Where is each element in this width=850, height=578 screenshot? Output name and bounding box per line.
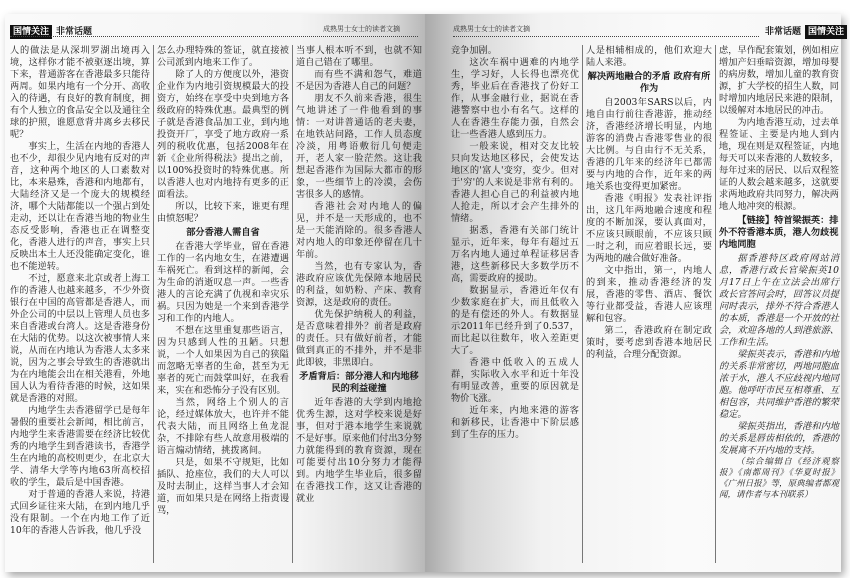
paragraph: 虑，早作配套策划，例如相应增加产妇垂暗资源，增加母婴的病房数，增加儿童的教育资源，扩大学校的招生人数，同时增加内地居民来港的限制，以缓解对本地居民的冲击。: [719, 45, 839, 116]
column-rule: [715, 45, 716, 563]
column-rule: [582, 45, 583, 563]
paragraph: 事实上，生活在内地的香港人也不少，却很少见内地有反对的声音，这种两个地区的人口素数对比，本来悬殊，香港和内地都有，大陆经济又是一个庞大的规模经济，哪个大陆都能以一个强占到处走动，还以让在香港当地的物业生态反受影响，香港也正在调整变化，香港人进行的声音，事实上只反映出本土人还没能确定变化，谁也不能逆转。: [10, 141, 150, 272]
paragraph: 人的做法是从深圳罗湖出境再入境，这样你才能不被驱逐出境，算下来，普通游客在香港最多只能待两周。如果内地有一个分开、高收入的待遇，有良好的教育制度，拥有个人独立的食品安全以及通往全球的护照，谁愿意背井离乡去移民呢？: [10, 45, 150, 140]
right-column-2: [586, 45, 712, 361]
paragraph: 怎么办理特殊的签证，就直接被公司派到内地来工作了。: [157, 45, 289, 68]
section-tag: 国情关注: [805, 25, 847, 39]
column-rule: [292, 45, 293, 563]
paragraph: 朋友不久前来香港，很生气地讲述了一件他看到的事情：一对讲普通话的老夫妻，在地铁站问路，工作人员态度冷淡，用粤语敷衍几句便走开，老人家一脸茫然。这让我想起香港作为国际大都市的形象，一些细节上的冷漠，会伤害很多人的感情。: [296, 93, 422, 200]
paragraph: 当事人根本听不到，也就不知道自己错在了哪里。: [296, 45, 422, 68]
paragraph: 香港《明报》发表社评指出，这几年两地融合速度和程度的不断加深，要认真面对，不应该只顾眼前，不应该只顾一时之利，而应着眼长远，要为两地的融合做好准备。: [586, 193, 712, 264]
paragraph: 第二，香港政府在制定政策时，要考虑到香港本地居民的利益，合理分配资源。: [586, 325, 712, 360]
section-heading: 矛盾背后：部分港人和内地移民的利益碰撞: [299, 371, 419, 394]
paragraph: 数据显示，香港近年仅有少数家庭在扩大，而且低收入的是有偿还的外人。有数据显示2011年已经升到了0.537，而比起以往数年，收入差距更大了。: [451, 285, 579, 356]
paragraph: 梁振英指出，香港和内地的关系是唇齿相依的，香港的发展离不开内地的支持。: [719, 421, 839, 456]
section-topic: 非常话题: [765, 27, 802, 37]
paragraph: 优先保护纳税人的利益，是否意味着排外？前者是政府的责任。只有做好前者，才能做到真正的不排外，并不是非此即彼，非黑即白。: [296, 309, 422, 368]
left-page: [5, 14, 425, 572]
paragraph: 在香港大学毕业，留在香港工作的一名内地女生，在港遭遇车祸死亡。看到这样的新闻，会为生命的消逝叹息一声。一些香港人的言论充满了仇视和幸灾乐祸。只因为她是一个来到香港学习和工作的内地人。: [157, 241, 289, 324]
left-column-1: [10, 45, 150, 537]
section-heading: 解决两地融合的矛盾 政府有所作为: [587, 71, 711, 94]
paragraph: 梁振英表示，香港和内地的关系非常密切，两地同胞血浓于水，港人不应歧视内地同胞。他呼吁市民互相尊重、互相包容，共同维护香港的繁荣稳定。: [719, 349, 839, 420]
paragraph: 近年香港的大学到内地抢优秀生源，这对学校来说是好事，但对于港本地学生来说就不是好事。原来他们付出3分努力就能得到的教育资源，现在可能要付出10分努力才能得到。内地学生毕业后，很多留在香港找工作，这又让香港的就业: [296, 397, 422, 504]
paragraph: 所以，比较下来，谁更有理由愤怒呢？: [157, 201, 289, 224]
paragraph: 这次车祸中遇难的内地学生，学习好，人长得也漂亮优秀，毕业后在香港找了份好工作，从事金融行业，据说在香港警察中也小有名气。这样的人在香港生存能力强，自然会让一些香港人感到压力。: [451, 57, 579, 140]
paragraph: 对于普通的香港人来说，持港式回乡证往来大陆，在到内地几乎没有限制。一个在内地工作了近10年的香港人告诉我，他几乎没: [10, 489, 150, 536]
section-heading: 部分香港人需自省: [186, 227, 260, 238]
header-divider: [453, 36, 759, 37]
paragraph: 当然，网络上个别人的言论，经过媒体放大，也许并不能代表大陆，而且网络上鱼龙混杂，不排除有些人故意用极端的语言煽动情绪，挑拨离间。: [157, 397, 289, 456]
paragraph: 文中指出，第一，内地人的到来，推动香港经济的发展，香港的零售、酒店、餐饮等行业都受益，香港人应该理解和包容。: [586, 265, 712, 324]
paragraph: 据香港特区政府网站消息，香港行政长官梁振英10月17日上午在立法会出席行政长官答问会时，回答议员提问时表示，排外不符合香港人的本质，香港是一个开放的社会，欢迎各地的人到港旅游、工作和生活。: [719, 253, 839, 348]
paragraph: 不想在这里重复那些语言，因为只感到人性的丑陋。只想说，一个人如果因为自己的狭隘而忽略无辜者的生命，甚至为无辜者的死亡而鼓掌叫好，在我看来，实在和恐怖分子没有区别。: [157, 325, 289, 396]
paragraph: 据悉，香港有关部门统计显示，近年来，每年有超过五万名内地人通过单程证移居香港，这些新移民大多数学历不高，需要政府的援助。: [451, 225, 579, 284]
paragraph: 竞争加剧。: [451, 45, 497, 56]
paragraph: 一般来说，相对交友比较只向发达地区移民，会使发达地区的'富人'变穷，变少。但对于'穷'的人来说是非常有利的。香港人担心自己的利益被内地人抢走，所以才会产生排外的情绪。: [451, 141, 579, 224]
magazine-subtitle: 成熟男士女士的读者文摘: [323, 25, 400, 33]
left-column-2: [157, 45, 289, 517]
paragraph: 自2003年SARS以后，内地自由行前往香港游，推动经济，香港经济增长明显，内地游客的消费占香港零售业的很大比例。与自由行不无关系，香港的几年来的经济年已都需要与内地的合作，近年来的两地关系也变得更加紧密。: [586, 97, 712, 192]
right-header: [761, 24, 847, 38]
magazine-spread: [5, 14, 845, 572]
source-note: （综合编辑自《经济观察报》《南都周刊》《华夏时报》《广州日报》等，原典编者都观闻，请作者与本刊联系）: [719, 457, 839, 500]
right-page: [425, 14, 845, 572]
paragraph: 而有些不满和怨气，难道不是因为香港人自己的问题？: [296, 69, 422, 92]
paragraph: 不过，愿意来北京或者上海工作的香港人也越来越多，不少外资银行在中国的高管都是香港人，而外企公司的中层以上管理人员也多来自香港或台湾人。这是香港身份在大陆的优势。以这次被事情人来说，从而在内地认为香港人太多来说，因为之事会导致生的香港就出为在内地能会出在相关港看，外地国人认为看待香港的时候，这如果就是香港的对照。: [10, 273, 150, 404]
paragraph: 为内地香港互动，过去单程签证、主要是内地人到内地，现在则是双程签证，内地每天可以来香港的人数较多，每年过来的居民、以后双程签证的人数会越来越多，这就要求两地政府共同努力，解决两地人地冲突的根源。: [719, 117, 839, 212]
header-divider: [10, 36, 418, 37]
paragraph: 当然，也有专家认为，香港政府应该优先保障本地居民的利益，如奶粉、产床、教育资源，这是政府的责任。: [296, 261, 422, 308]
link-box-title: 【链接】特首梁振英：排外不符香港本质，港人勿歧视内地同胞: [719, 215, 839, 250]
paragraph: 香港中低收入的五成人群，实际收入水平和近十年没有明显改善，重要的原因就是物价飞涨。: [451, 357, 579, 404]
right-column-3: [719, 45, 839, 501]
paragraph: 除了人的方便度以外，港资企业作为内地引资规模最大的投资方，始终在享受中央到地方各级政府的特殊优惠。最典型的例子就是香港食品加工业，到内地投资开厂，享受了地方政府一系列的税收优惠，包括2008年在新《企业所得税法》提出之前，以100%投资时的特殊优惠。所以香港人也对内地持有更多的正面看法。: [157, 69, 289, 200]
paragraph: 近年来，内地来港的游客和新移民，让香港中下阶层感到了生存的压力。: [451, 405, 579, 440]
section-topic: 非常话题: [56, 27, 93, 37]
paragraph: 香港社会对内地人的偏见，并不是一天形成的，也不是一天能消除的。很多香港人对内地人的印象还停留在几十年前。: [296, 201, 422, 260]
paragraph: 内地学生去香港留学已是每年暑假的重要社会新闻，相比前言，内地学生来香港需要在经济比较优秀的内地学生到香港读书，香港学生在内地的高校则更少，在北京大学、清华大学等内地63所高校招收的学生，最后是中国香港。: [10, 405, 150, 488]
magazine-subtitle: 成熟男士女士的读者文摘: [453, 25, 530, 33]
paragraph: 只是，如果不守规矩，比如插队、抢座位，我们的大人可以及时去制止，这样当事人才会知道，而如果只是在网络上指责谩骂，: [157, 457, 289, 516]
column-rule: [153, 45, 154, 563]
section-tag: 国情关注: [10, 25, 52, 39]
left-column-3: [296, 45, 422, 505]
paragraph: 人是相辅相成的，他们欢迎大陆人来港。: [586, 45, 712, 68]
right-column-1: [451, 45, 579, 441]
